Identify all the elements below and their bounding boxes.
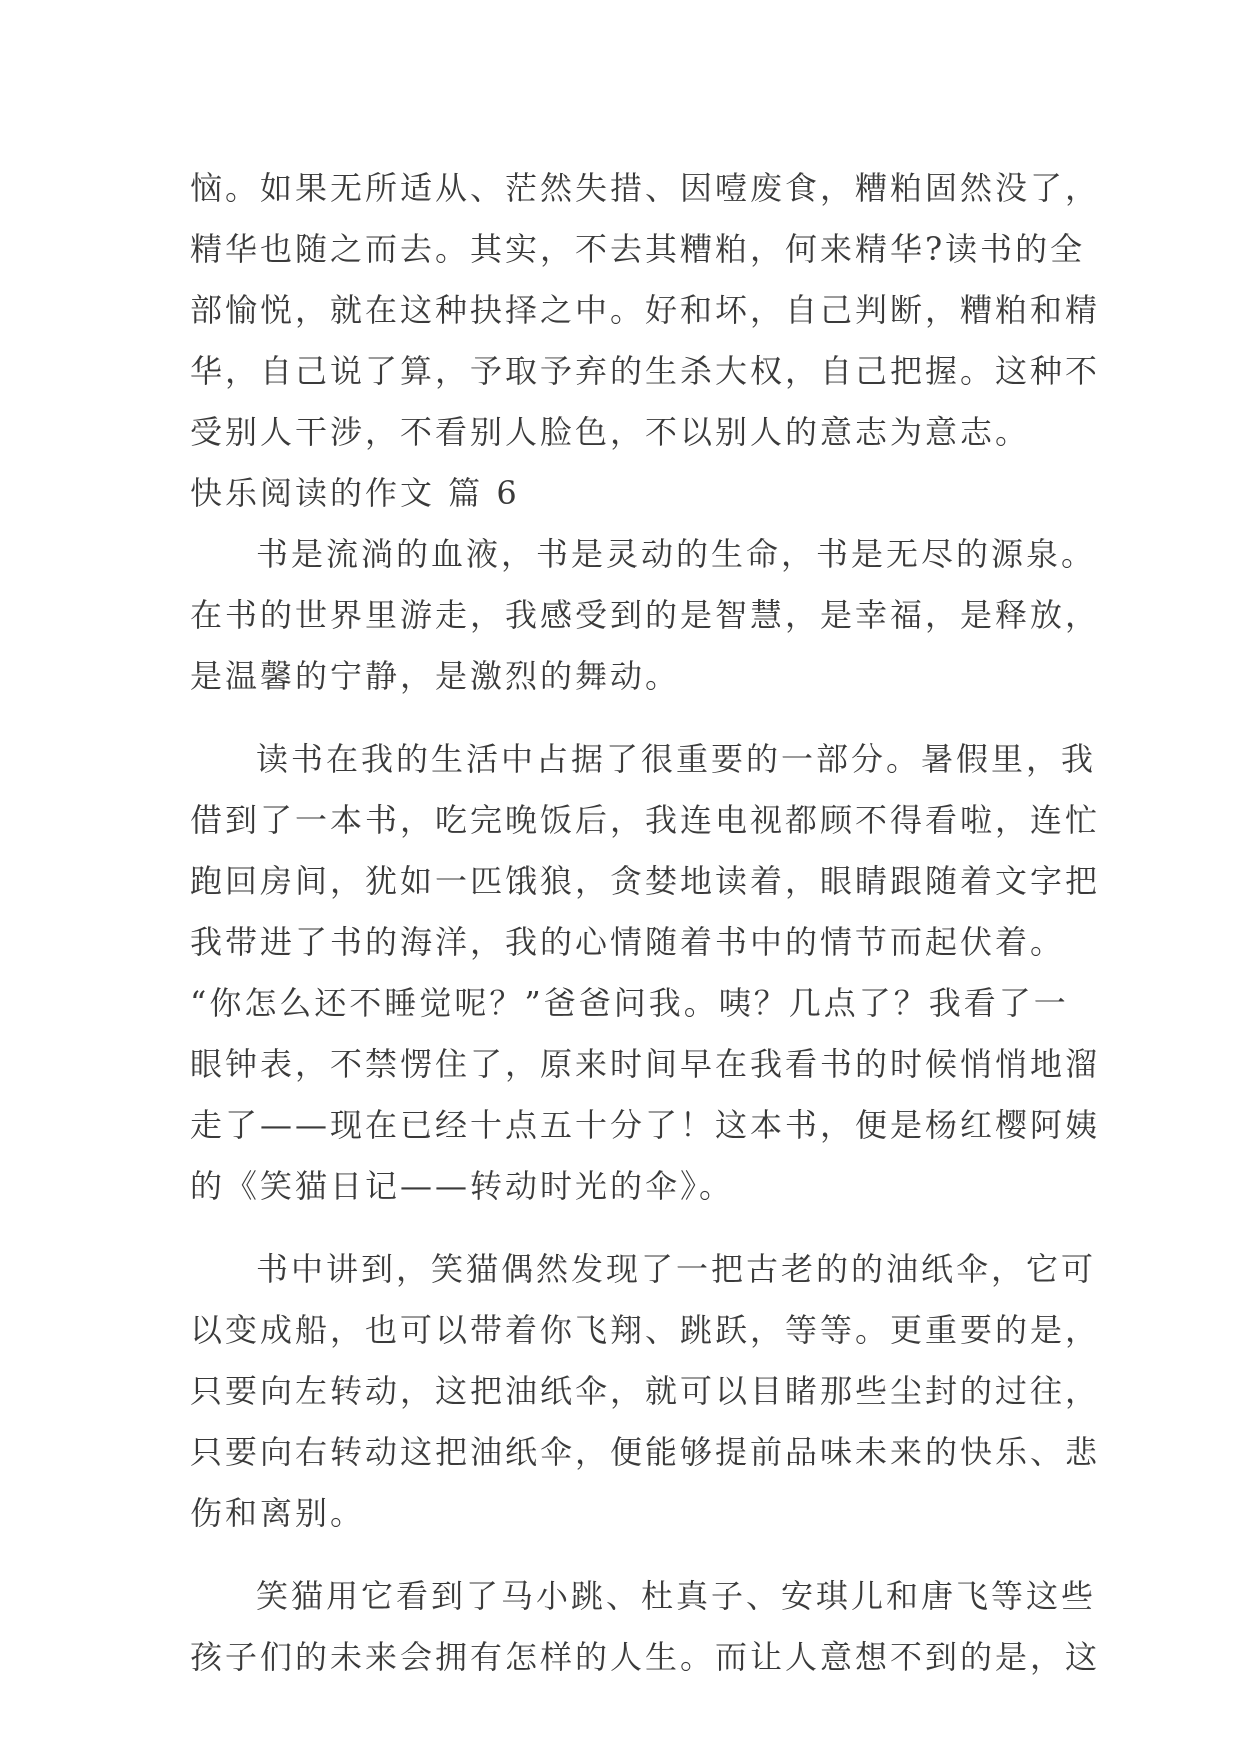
text-line: 以变成船，也可以带着你飞翔、跳跃，等等。更重要的是， bbox=[190, 1311, 1101, 1349]
document-body bbox=[190, 158, 1101, 1688]
text-line: 的《笑猫日记——转动时光的伞》。 bbox=[190, 1167, 735, 1205]
text-line: 在书的世界里游走，我感受到的是智慧，是幸福，是释放， bbox=[190, 596, 1101, 634]
text-line: 恼。如果无所适从、茫然失措、因噎废食，糟粕固然没了， bbox=[190, 169, 1101, 207]
text-line: 是温馨的宁静，是激烈的舞动。 bbox=[190, 657, 681, 695]
text-line: 笑猫用它看到了马小跳、杜真子、安琪儿和唐飞等这些 bbox=[256, 1577, 1097, 1615]
paragraph-2 bbox=[190, 729, 1101, 1217]
text-line: 只要向左转动，这把油纸伞，就可以目睹那些尘封的过往， bbox=[190, 1372, 1101, 1410]
text-line: “你怎么还不睡觉呢？”爸爸问我。咦？几点了？我看了一 bbox=[190, 984, 1069, 1022]
text-line: 借到了一本书，吃完晚饭后，我连电视都顾不得看啦，连忙 bbox=[190, 801, 1101, 839]
text-line: 部愉悦，就在这种抉择之中。好和坏，自己判断，糟粕和精 bbox=[190, 291, 1101, 329]
text-line: 读书在我的生活中占据了很重要的一部分。暑假里，我 bbox=[256, 740, 1097, 778]
intro-paragraph bbox=[190, 158, 1101, 463]
text-line: 受别人干涉，不看别人脸色，不以别人的意志为意志。 bbox=[190, 413, 1031, 451]
text-line: 眼钟表，不禁愣住了，原来时间早在我看书的时候悄悄地溜 bbox=[190, 1045, 1101, 1083]
text-line: 书是流淌的血液，书是灵动的生命，书是无尽的源泉。 bbox=[256, 535, 1097, 573]
text-line: 孩子们的未来会拥有怎样的人生。而让人意想不到的是，这 bbox=[190, 1638, 1101, 1676]
paragraph-4 bbox=[190, 1566, 1101, 1688]
text-line: 书中讲到，笑猫偶然发现了一把古老的的油纸伞，它可 bbox=[256, 1250, 1097, 1288]
section-heading: 快乐阅读的作文 篇 6 bbox=[190, 474, 520, 512]
text-line: 华，自己说了算，予取予弃的生杀大权，自己把握。这种不 bbox=[190, 352, 1101, 390]
text-line: 跑回房间，犹如一匹饿狼，贪婪地读着，眼睛跟随着文字把 bbox=[190, 862, 1101, 900]
text-line: 伤和离别。 bbox=[190, 1494, 366, 1532]
text-line: 我带进了书的海洋，我的心情随着书中的情节而起伏着。 bbox=[190, 923, 1066, 961]
text-line: 只要向右转动这把油纸伞，便能够提前品味未来的快乐、悲 bbox=[190, 1433, 1101, 1471]
paragraph-3 bbox=[190, 1239, 1101, 1544]
text-line: 走了——现在已经十点五十分了！这本书，便是杨红樱阿姨 bbox=[190, 1106, 1101, 1144]
text-line: 精华也随之而去。其实，不去其糟粕，何来精华?读书的全 bbox=[190, 230, 1086, 268]
paragraph-1 bbox=[190, 524, 1101, 707]
